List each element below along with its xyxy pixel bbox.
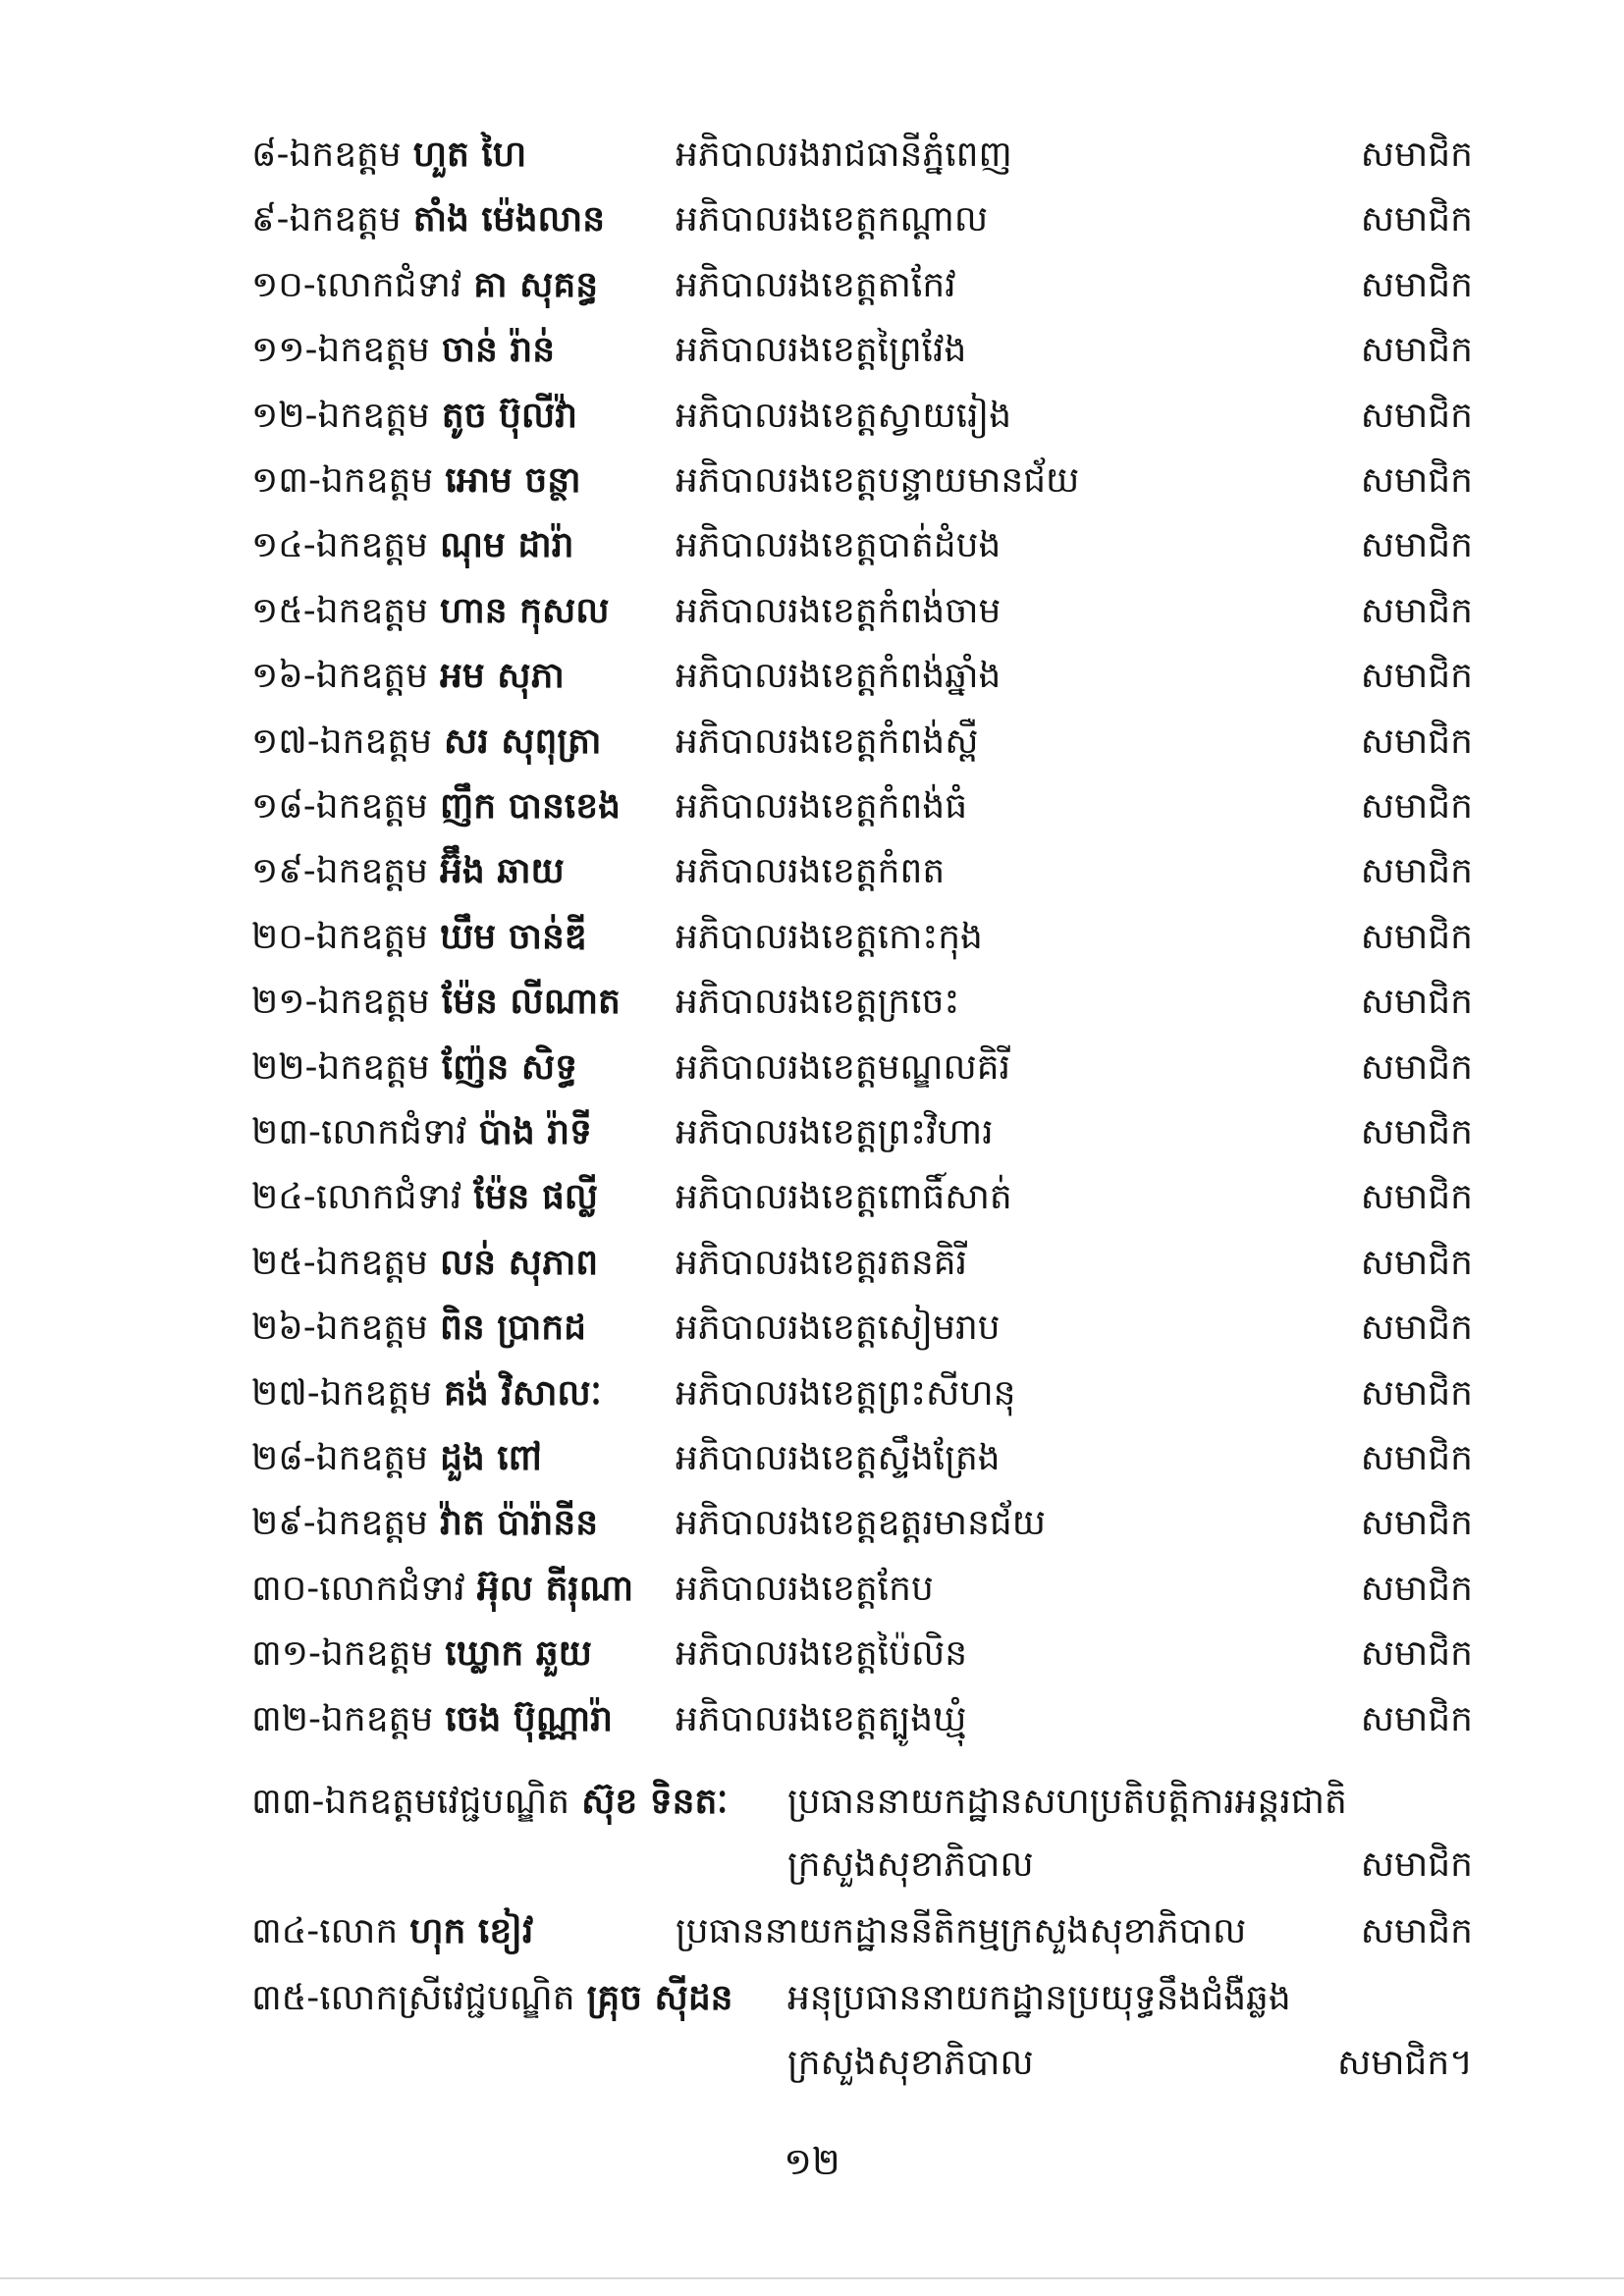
member-role: សមាជិក <box>1360 917 1473 957</box>
member-name: ម៉ែន លីណាត <box>441 982 621 1022</box>
member-number-title: ១៧-ឯកឧត្តម សរ សុពុត្រា <box>251 721 602 762</box>
member-name: គ្រុច ស៊ីដន <box>586 1978 733 2018</box>
member-name: លន់ សុភាព <box>440 1243 599 1283</box>
member-role: សមាជិក <box>1360 199 1473 240</box>
member-row <box>0 777 1624 836</box>
member-number-title: ៣១-ឯកឧត្តម ឃ្លោក ឆួយ <box>251 1633 592 1674</box>
member-number-title: ២៥-ឯកឧត្តម លន់ សុភាព <box>251 1243 599 1283</box>
member-row <box>0 1560 1624 1619</box>
member-row-35 <box>0 1969 1624 2028</box>
member-row <box>0 908 1624 967</box>
member-name: ស៊ុខ ទិនតៈ <box>581 1782 729 1822</box>
member-position: អភិបាលរងខេត្តមណ្ឌលគិរី <box>676 1047 1011 1088</box>
member-position-cont: ក្រសួងសុខាភិបាល <box>787 2043 1034 2083</box>
member-name: អ៊ុល តីរុណា <box>476 1569 634 1609</box>
member-row <box>0 647 1624 706</box>
member-number-title: ៨-ឯកឧត្តម ហួត ហៃ <box>251 134 527 175</box>
member-position: អភិបាលរងខេត្តកែប <box>676 1569 934 1609</box>
member-position: ប្រធាននាយកដ្ឋាននីតិកម្មក្រសួងសុខាភិបាល <box>676 1911 1247 1951</box>
member-position: អភិបាលរងខេត្តក្រចេះ <box>676 982 960 1022</box>
member-role: សមាជិក <box>1360 1569 1473 1609</box>
member-role: សមាជិក <box>1360 330 1473 370</box>
member-name: ញ៉ែន សិទ្ធ <box>441 1047 577 1088</box>
member-role: សមាជិក <box>1360 1112 1473 1152</box>
member-number-title: ២៧-ឯកឧត្តម គង់ វិសាលៈ <box>251 1373 602 1414</box>
member-position: អភិបាលរងខេត្តកំពង់ឆ្នាំង <box>676 656 1001 696</box>
member-position: អភិបាលរងរាជធានីភ្នំពេញ <box>676 134 1012 175</box>
page-number: ១២ <box>784 2140 840 2183</box>
member-position: អភិបាលរងខេត្តប៉ៃលិន <box>676 1633 968 1674</box>
member-row <box>0 713 1624 772</box>
member-number-title: ១២-ឯកឧត្តម តូច ប៊ុលីវ៉ា <box>251 396 577 436</box>
member-row <box>0 1494 1624 1553</box>
member-position: អភិបាលរងខេត្តស្វាយរៀង <box>676 396 1012 436</box>
member-role: សមាជិក <box>1360 982 1473 1022</box>
member-row <box>0 1364 1624 1423</box>
member-name: ម៉ែន ផល្លី <box>473 1177 599 1217</box>
member-row <box>0 256 1624 315</box>
member-number-title: ១៤-ឯកឧត្តម ណុម ដារ៉ា <box>251 525 574 565</box>
member-name: តូច ប៊ុលីវ៉ា <box>441 396 577 436</box>
member-position: អភិបាលរងខេត្តបន្ទាយមានជ័យ <box>676 460 1080 501</box>
member-number-title: ២៩-ឯកឧត្តម វ៉ាត ប៉ារ៉ានីន <box>251 1503 599 1543</box>
member-role: សមាជិក <box>1360 1308 1473 1348</box>
member-name: តាំង ម៉េងលាន <box>412 199 606 240</box>
member-row <box>0 1690 1624 1749</box>
member-number-title: ១០-លោកជំទាវ គា សុគន្ធ <box>251 265 599 305</box>
member-name: ណុម ដារ៉ា <box>440 525 574 565</box>
member-position: អភិបាលរងខេត្តកំពង់ធំ <box>676 786 968 827</box>
member-position: អភិបាលរងខេត្តកំពត <box>676 851 946 891</box>
member-number-title: ៣០-លោកជំទាវ អ៊ុល តីរុណា <box>251 1569 634 1609</box>
member-row <box>0 973 1624 1032</box>
member-row <box>0 1039 1624 1097</box>
member-position: អនុប្រធាននាយកដ្ឋានប្រយុទ្ធនឹងជំងឺឆ្លង <box>787 1978 1291 2018</box>
member-row <box>0 452 1624 510</box>
member-name: ឃ្លោក ឆួយ <box>445 1633 592 1674</box>
member-role: សមាជិក <box>1360 1911 1473 1951</box>
member-row <box>0 126 1624 185</box>
member-role: សមាជិក <box>1360 721 1473 762</box>
member-number-title: ២១-ឯកឧត្តម ម៉ែន លីណាត <box>251 982 621 1022</box>
member-number-title: ៣៣-ឯកឧត្តមវេជ្ជបណ្ឌិត ស៊ុខ ទិនតៈ <box>251 1782 729 1822</box>
member-role: សមាជិក <box>1360 1438 1473 1478</box>
member-role: សមាជិក <box>1360 1177 1473 1217</box>
member-role: សមាជិក <box>1360 1633 1473 1674</box>
member-row <box>0 582 1624 641</box>
member-position: អភិបាលរងខេត្តកោះកុង <box>676 917 983 957</box>
member-number-title: ១១-ឯកឧត្តម ចាន់ រ៉ាន់ <box>251 330 556 370</box>
member-name: ពិន ប្រាកដ <box>440 1308 586 1348</box>
member-row <box>0 321 1624 380</box>
member-name: អ៊ឹង ឆាយ <box>440 851 565 891</box>
member-name: ដួង ពៅ <box>440 1438 542 1478</box>
member-role: សមាជិក <box>1360 786 1473 827</box>
member-name: ចាន់ រ៉ាន់ <box>441 330 556 370</box>
member-name: វ៉ាត ប៉ារ៉ានីន <box>440 1503 599 1543</box>
member-role: សមាជិក <box>1360 1243 1473 1283</box>
member-position: អភិបាលរងខេត្តឧត្តរមានជ័យ <box>676 1503 1047 1543</box>
member-role: សមាជិក <box>1360 1047 1473 1088</box>
member-name: ហាន កុសល <box>440 591 610 631</box>
member-position: អភិបាលរងខេត្តព្រះសីហនុ <box>676 1373 1016 1414</box>
member-number-title: ១៦-ឯកឧត្តម អម សុភា <box>251 656 565 696</box>
member-number-title: ២០-ឯកឧត្តម ឃឹម ចាន់ឌី <box>251 917 587 957</box>
member-row <box>0 1234 1624 1293</box>
member-position: អភិបាលរងខេត្តពោធិ៍សាត់ <box>676 1177 1012 1217</box>
member-row <box>0 1168 1624 1227</box>
member-position: អភិបាលរងខេត្តព្រៃវែង <box>676 330 967 370</box>
member-name: ហួត ហៃ <box>412 134 527 175</box>
member-role: សមាជិក <box>1360 265 1473 305</box>
member-name: អោម ចន្ថា <box>445 460 581 501</box>
member-position-cont: ក្រសួងសុខាភិបាល <box>787 1844 1034 1885</box>
member-number-title: ២៤-លោកជំទាវ ម៉ែន ផល្លី <box>251 1177 599 1217</box>
member-position: អភិបាលរងខេត្តត្បូងឃ្មុំ <box>676 1699 967 1739</box>
member-role: សមាជិក <box>1360 656 1473 696</box>
member-role: សមាជិក <box>1360 396 1473 436</box>
member-number-title: ២៣-លោកជំទាវ ប៉ាង រ៉ាទី <box>251 1112 592 1152</box>
member-row <box>0 516 1624 575</box>
member-row <box>0 1299 1624 1358</box>
member-row-33 <box>0 1773 1624 1832</box>
member-role: សមាជិក <box>1360 134 1473 175</box>
member-number-title: ១៩-ឯកឧត្តម អ៊ឹង ឆាយ <box>251 851 565 891</box>
member-position: អភិបាលរងខេត្តស្ទឹងត្រែង <box>676 1438 1001 1478</box>
member-role: សមាជិក <box>1360 460 1473 501</box>
member-name: គា សុគន្ធ <box>473 265 599 305</box>
member-row <box>0 190 1624 249</box>
member-position: អភិបាលរងខេត្តកំពង់ស្ពឺ <box>676 721 979 762</box>
member-number-title: ២៨-ឯកឧត្តម ដួង ពៅ <box>251 1438 542 1478</box>
member-role: សមាជិក <box>1360 525 1473 565</box>
member-name: ឃឹម ចាន់ឌី <box>440 917 587 957</box>
member-row <box>0 1429 1624 1488</box>
member-role: សមាជិក <box>1360 1503 1473 1543</box>
member-number-title: ៣២-ឯកឧត្តម ចេង ប៊ុណ្ណារ៉ា <box>251 1699 614 1739</box>
member-row <box>0 387 1624 446</box>
member-position: អភិបាលរងខេត្តសៀមរាប <box>676 1308 1001 1348</box>
member-row <box>0 842 1624 901</box>
member-position: អភិបាលរងខេត្តរតនគិរី <box>676 1243 968 1283</box>
member-name: ចេង ប៊ុណ្ណារ៉ា <box>445 1699 614 1739</box>
member-name: គង់ វិសាលៈ <box>444 1373 602 1414</box>
member-position: អភិបាលរងខេត្តកំពង់ចាម <box>676 591 1001 631</box>
member-role: សមាជិក <box>1360 1699 1473 1739</box>
member-role: សមាជិក <box>1360 851 1473 891</box>
member-role: សមាជិក។ <box>1337 2043 1473 2083</box>
member-row <box>0 1625 1624 1683</box>
member-position: អភិបាលរងខេត្តព្រះវិហារ <box>676 1112 994 1152</box>
member-name: អម សុភា <box>440 656 565 696</box>
member-row-35-cont <box>0 2034 1624 2093</box>
member-number-title: ១៥-ឯកឧត្តម ហាន កុសល <box>251 591 610 631</box>
member-position: អភិបាលរងខេត្តកណ្តាល <box>676 199 989 240</box>
member-position: អភិបាលរងខេត្តតាកែវ <box>676 265 956 305</box>
member-number-title: ១៣-ឯកឧត្តម អោម ចន្ថា <box>251 460 581 501</box>
member-name: ញឹក បានខេង <box>440 786 621 827</box>
member-position: ប្រធាននាយកដ្ឋានសហប្រតិបត្តិការអន្តរជាតិ <box>787 1782 1347 1822</box>
member-name: ប៉ាង រ៉ាទី <box>478 1112 592 1152</box>
member-number-title: ៩-ឯកឧត្តម តាំង ម៉េងលាន <box>251 199 606 240</box>
member-role: សមាជិក <box>1360 1373 1473 1414</box>
member-row <box>0 1103 1624 1162</box>
member-number-title: ២៦-ឯកឧត្តម ពិន ប្រាកដ <box>251 1308 586 1348</box>
member-number-title: ៣៥-លោកស្រីវេជ្ជបណ្ឌិត គ្រុច ស៊ីដន <box>251 1978 733 2018</box>
member-position: អភិបាលរងខេត្តបាត់ដំបង <box>676 525 1001 565</box>
member-role: សមាជិក <box>1360 591 1473 631</box>
member-role: សមាជិក <box>1360 1844 1473 1885</box>
member-name: សរ សុពុត្រា <box>444 721 602 762</box>
member-row-33-cont <box>0 1836 1624 1895</box>
member-number-title: ៣៤-លោក ហុក ខៀវ <box>251 1911 534 1951</box>
member-row-34 <box>0 1902 1624 1961</box>
member-number-title: ២២-ឯកឧត្តម ញ៉ែន សិទ្ធ <box>251 1047 577 1088</box>
page-edge-line <box>0 2277 1624 2279</box>
member-name: ហុក ខៀវ <box>409 1911 534 1951</box>
member-number-title: ១៨-ឯកឧត្តម ញឹក បានខេង <box>251 786 621 827</box>
